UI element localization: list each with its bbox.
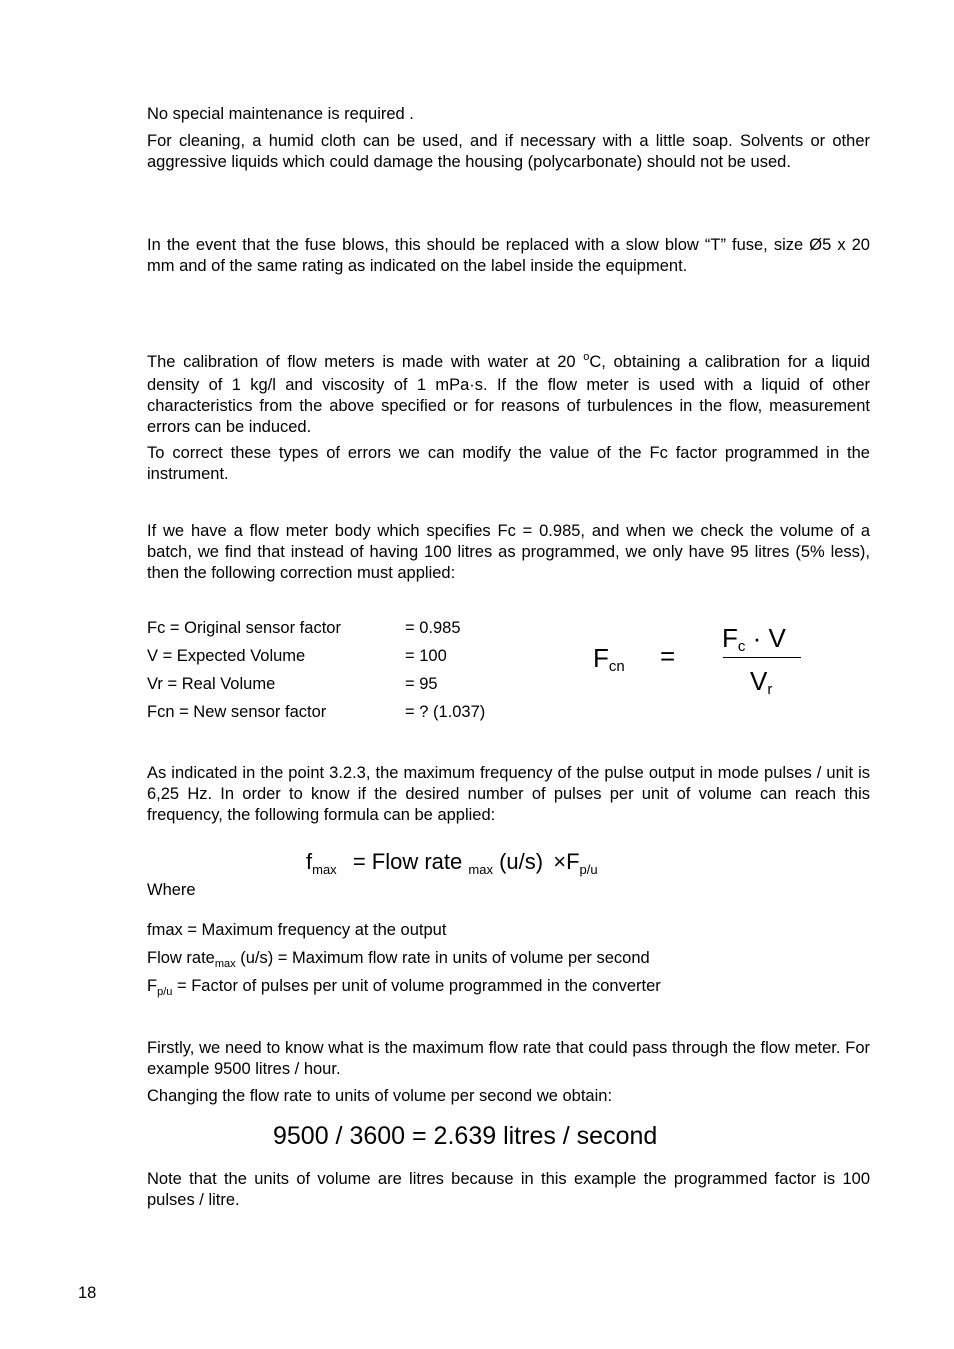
correction-paragraph: To correct these types of errors we can modify the value of the Fc factor programmed in the instrument.: [147, 444, 870, 483]
frequency-paragraph: As indicated in the point 3.2.3, the maximum frequency of the pulse output in mode pulses / unit is 6,25 Hz. In order to know if the desired number of pulses per unit of volume can reach this frequency, the following formula can be applied:: [147, 764, 870, 824]
where-label: Where: [147, 881, 196, 899]
formula-fcn-lhs: Fcn: [593, 643, 625, 675]
legend-flow-rate: Flow rate$_{max}$ (u/s) = Maximum flow rate in units of volume per second: [147, 949, 650, 970]
note-paragraph: Note that the units of volume are litres because in this example the programmed factor is 100 pulses / litre.: [147, 1170, 870, 1209]
formula-fcn-denominator: Vr: [750, 666, 773, 698]
definition-row: V = Expected Volume = 100: [147, 647, 447, 665]
formula-conversion: 9500 / 3600 = 2.639 litres / second: [273, 1122, 658, 1150]
example-paragraph: Firstly, we need to know what is the maximum flow rate that could pass through the flow meter. For example 9500 litres / hour.: [147, 1039, 870, 1078]
formula-fcn-numerator: Fc · V: [722, 623, 786, 655]
definition-row: Fcn = New sensor factor = ? (1.037): [147, 703, 486, 721]
formula-fmax: $f_{max}$ = Flow rate $_{max}$ $(u/s) \times F_{p/u}$: [306, 849, 598, 877]
definition-row: Vr = Real Volume = 95: [147, 675, 438, 693]
definition-row: Fc = Original sensor factor = 0.985: [147, 619, 461, 637]
maintenance-cleaning-paragraph: For cleaning, a humid cloth can be used, and if necessary with a little soap. Solvents or other aggressive liquids which could damage the housing (polycarbonate) should not be used.: [147, 132, 870, 171]
example-conversion-line: Changing the flow rate to units of volume per second we obtain:: [147, 1087, 613, 1105]
page-number: 18: [78, 1284, 97, 1302]
formula-fcn-fraction-bar: [723, 657, 801, 658]
formula-fcn-equals: =: [660, 641, 676, 671]
legend-fmax: fmax = Maximum frequency at the output: [147, 921, 447, 939]
calibration-paragraph: The calibration of flow meters is made with water at 20 $^o$C, obtaining a calibration for a liquid density of 1 kg/l and viscosity of 1 mPa·s. If the flow meter is used with a liquid of other characteristics from the above specified or for reasons of turbulences in the flow, measurement errors can be induced.: [147, 351, 871, 436]
maintenance-line1: No special maintenance is required .: [147, 105, 414, 123]
fuse-paragraph: In the event that the fuse blows, this should be replaced with a slow blow “T” fuse, size Ø5 x 20 mm and of the same rating as indicated on the label inside the equipment.: [147, 236, 870, 275]
example-fc-paragraph: If we have a flow meter body which specifies Fc = 0.985, and when we check the volume of a batch, we find that instead of having 100 litres as programmed, we only have 95 litres (5% less), then the following correction must applied:: [147, 522, 870, 582]
legend-fpu: $F_{p/u}$ = Factor of pulses per unit of volume programmed in the converter: [147, 977, 661, 998]
